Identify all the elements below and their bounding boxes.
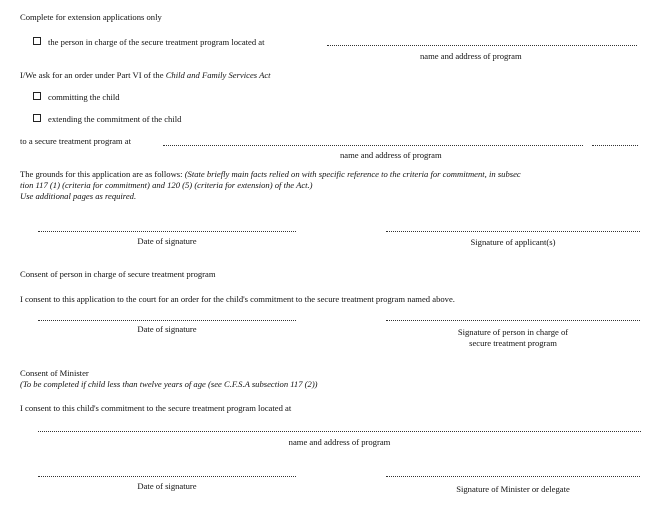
minister-program-line[interactable] bbox=[38, 431, 641, 432]
to-program-line[interactable] bbox=[163, 145, 583, 146]
grounds-line-2: tion 117 (1) (criteria for commitment) and 120 (5) (criteria for extension) of the Act.) bbox=[20, 180, 313, 190]
extension-person-label: the person in charge of the secure treatment program located at bbox=[48, 37, 265, 47]
order-intro: I/We ask for an order under Part VI of the Child and Family Services Act bbox=[20, 70, 271, 80]
consent-person-heading: Consent of person in charge of secure treatment program bbox=[20, 269, 216, 279]
grounds-line-1: The grounds for this application are as follows: (State briefly main facts relied on with specific reference to the criteria for commitment, in subsec bbox=[20, 169, 521, 179]
commit-checkbox[interactable] bbox=[33, 92, 41, 100]
consent-minister-statement: I consent to this child's commitment to the secure treatment program located at bbox=[20, 403, 292, 413]
consent-minister-note: (To be completed if child less than twelve years of age (see C.F.S.A subsection 117 (2)) bbox=[20, 379, 318, 389]
extend-label: extending the commitment of the child bbox=[48, 114, 182, 124]
minister-date-line[interactable] bbox=[38, 476, 296, 477]
applicant-date-caption: Date of signature bbox=[137, 236, 197, 246]
extension-program-caption: name and address of program bbox=[420, 51, 522, 61]
minister-signature-caption: Signature of Minister or delegate bbox=[456, 484, 570, 494]
minister-program-caption: name and address of program bbox=[288, 437, 391, 447]
to-program-caption: name and address of program bbox=[340, 150, 442, 160]
applicant-date-line[interactable] bbox=[38, 231, 296, 232]
person-signature-caption-1: Signature of person in charge of bbox=[457, 327, 569, 337]
to-program-label: to a secure treatment program at bbox=[20, 136, 131, 146]
person-signature-line[interactable] bbox=[386, 320, 640, 321]
person-date-caption: Date of signature bbox=[137, 324, 197, 334]
commit-label: committing the child bbox=[48, 92, 120, 102]
consent-minister-heading: Consent of Minister bbox=[20, 368, 89, 378]
minister-signature-line[interactable] bbox=[386, 476, 640, 477]
consent-person-statement: I consent to this application to the court for an order for the child's commitment to the secure treatment program named above. bbox=[20, 294, 455, 304]
applicant-signature-line[interactable] bbox=[386, 231, 640, 232]
minister-date-caption: Date of signature bbox=[137, 481, 197, 491]
extension-heading: Complete for extension applications only bbox=[20, 12, 162, 22]
extend-checkbox[interactable] bbox=[33, 114, 41, 122]
to-program-line-end[interactable] bbox=[592, 145, 638, 146]
extension-checkbox[interactable] bbox=[33, 37, 41, 45]
person-date-line[interactable] bbox=[38, 320, 296, 321]
person-signature-caption-2: secure treatment program bbox=[469, 338, 557, 348]
applicant-signature-caption: Signature of applicant(s) bbox=[470, 237, 556, 247]
extension-program-line[interactable] bbox=[327, 45, 637, 46]
grounds-line-3: Use additional pages as required. bbox=[20, 191, 137, 201]
